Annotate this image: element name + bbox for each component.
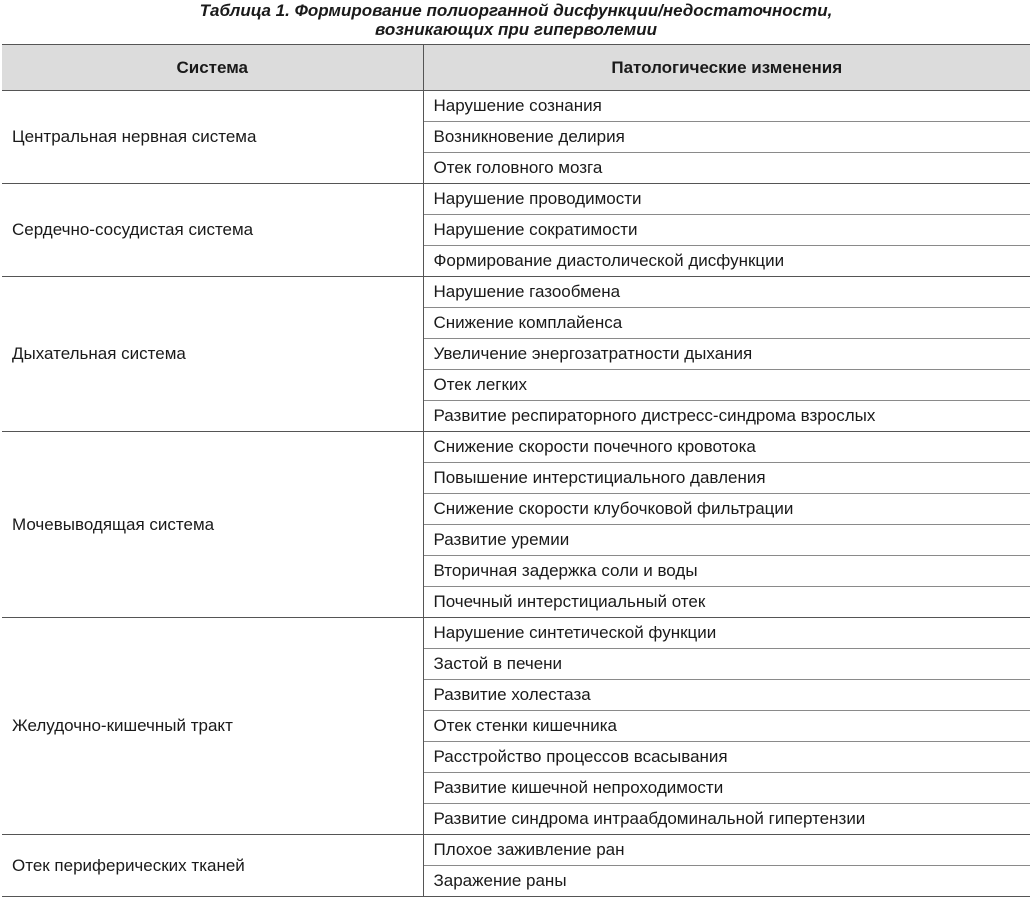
table-row (2, 618, 1030, 649)
header-system: Система (2, 45, 423, 91)
change-cell: Нарушение синтетической функции (423, 618, 1030, 649)
system-cell: Желудочно-кишечный тракт (2, 618, 423, 835)
table-row (2, 277, 1030, 308)
change-cell: Нарушение газообмена (423, 277, 1030, 308)
table-row (2, 91, 1030, 122)
change-cell: Застой в печени (423, 649, 1030, 680)
findings-table (2, 44, 1030, 897)
table-row (2, 432, 1030, 463)
system-cell: Центральная нервная система (2, 91, 423, 184)
change-cell: Отек стенки кишечника (423, 711, 1030, 742)
change-cell: Нарушение проводимости (423, 184, 1030, 215)
change-cell: Развитие уремии (423, 525, 1030, 556)
change-cell: Формирование диастолической дисфункции (423, 246, 1030, 277)
change-cell: Отек легких (423, 370, 1030, 401)
change-cell: Расстройство процессов всасывания (423, 742, 1030, 773)
change-cell: Развитие респираторного дистресс-синдрома взрослых (423, 401, 1030, 432)
system-cell: Дыхательная система (2, 277, 423, 432)
change-cell: Вторичная задержка соли и воды (423, 556, 1030, 587)
system-cell: Отек периферических тканей (2, 835, 423, 897)
table-caption (0, 0, 1032, 44)
header-changes: Патологические изменения (423, 45, 1030, 91)
caption-line-1: Таблица 1. Формирование полиорганной дисфункции/недостаточности, (199, 1, 833, 20)
change-cell: Возникновение делирия (423, 122, 1030, 153)
change-cell: Нарушение сократимости (423, 215, 1030, 246)
change-cell: Развитие кишечной непроходимости (423, 773, 1030, 804)
change-cell: Развитие холестаза (423, 680, 1030, 711)
table-header-row (2, 45, 1030, 91)
table-row (2, 835, 1030, 866)
change-cell: Отек головного мозга (423, 153, 1030, 184)
change-cell: Развитие синдрома интраабдоминальной гипертензии (423, 804, 1030, 835)
change-cell: Почечный интерстициальный отек (423, 587, 1030, 618)
table-row (2, 184, 1030, 215)
change-cell: Снижение скорости почечного кровотока (423, 432, 1030, 463)
change-cell: Снижение комплайенса (423, 308, 1030, 339)
change-cell: Увеличение энергозатратности дыхания (423, 339, 1030, 370)
system-cell: Мочевыводящая система (2, 432, 423, 618)
caption-line-2: возникающих при гиперволемии (375, 20, 657, 39)
change-cell: Нарушение сознания (423, 91, 1030, 122)
system-cell: Сердечно-сосудистая система (2, 184, 423, 277)
change-cell: Снижение скорости клубочковой фильтрации (423, 494, 1030, 525)
change-cell: Повышение интерстициального давления (423, 463, 1030, 494)
change-cell: Заражение раны (423, 866, 1030, 897)
table-body (2, 91, 1030, 897)
change-cell: Плохое заживление ран (423, 835, 1030, 866)
